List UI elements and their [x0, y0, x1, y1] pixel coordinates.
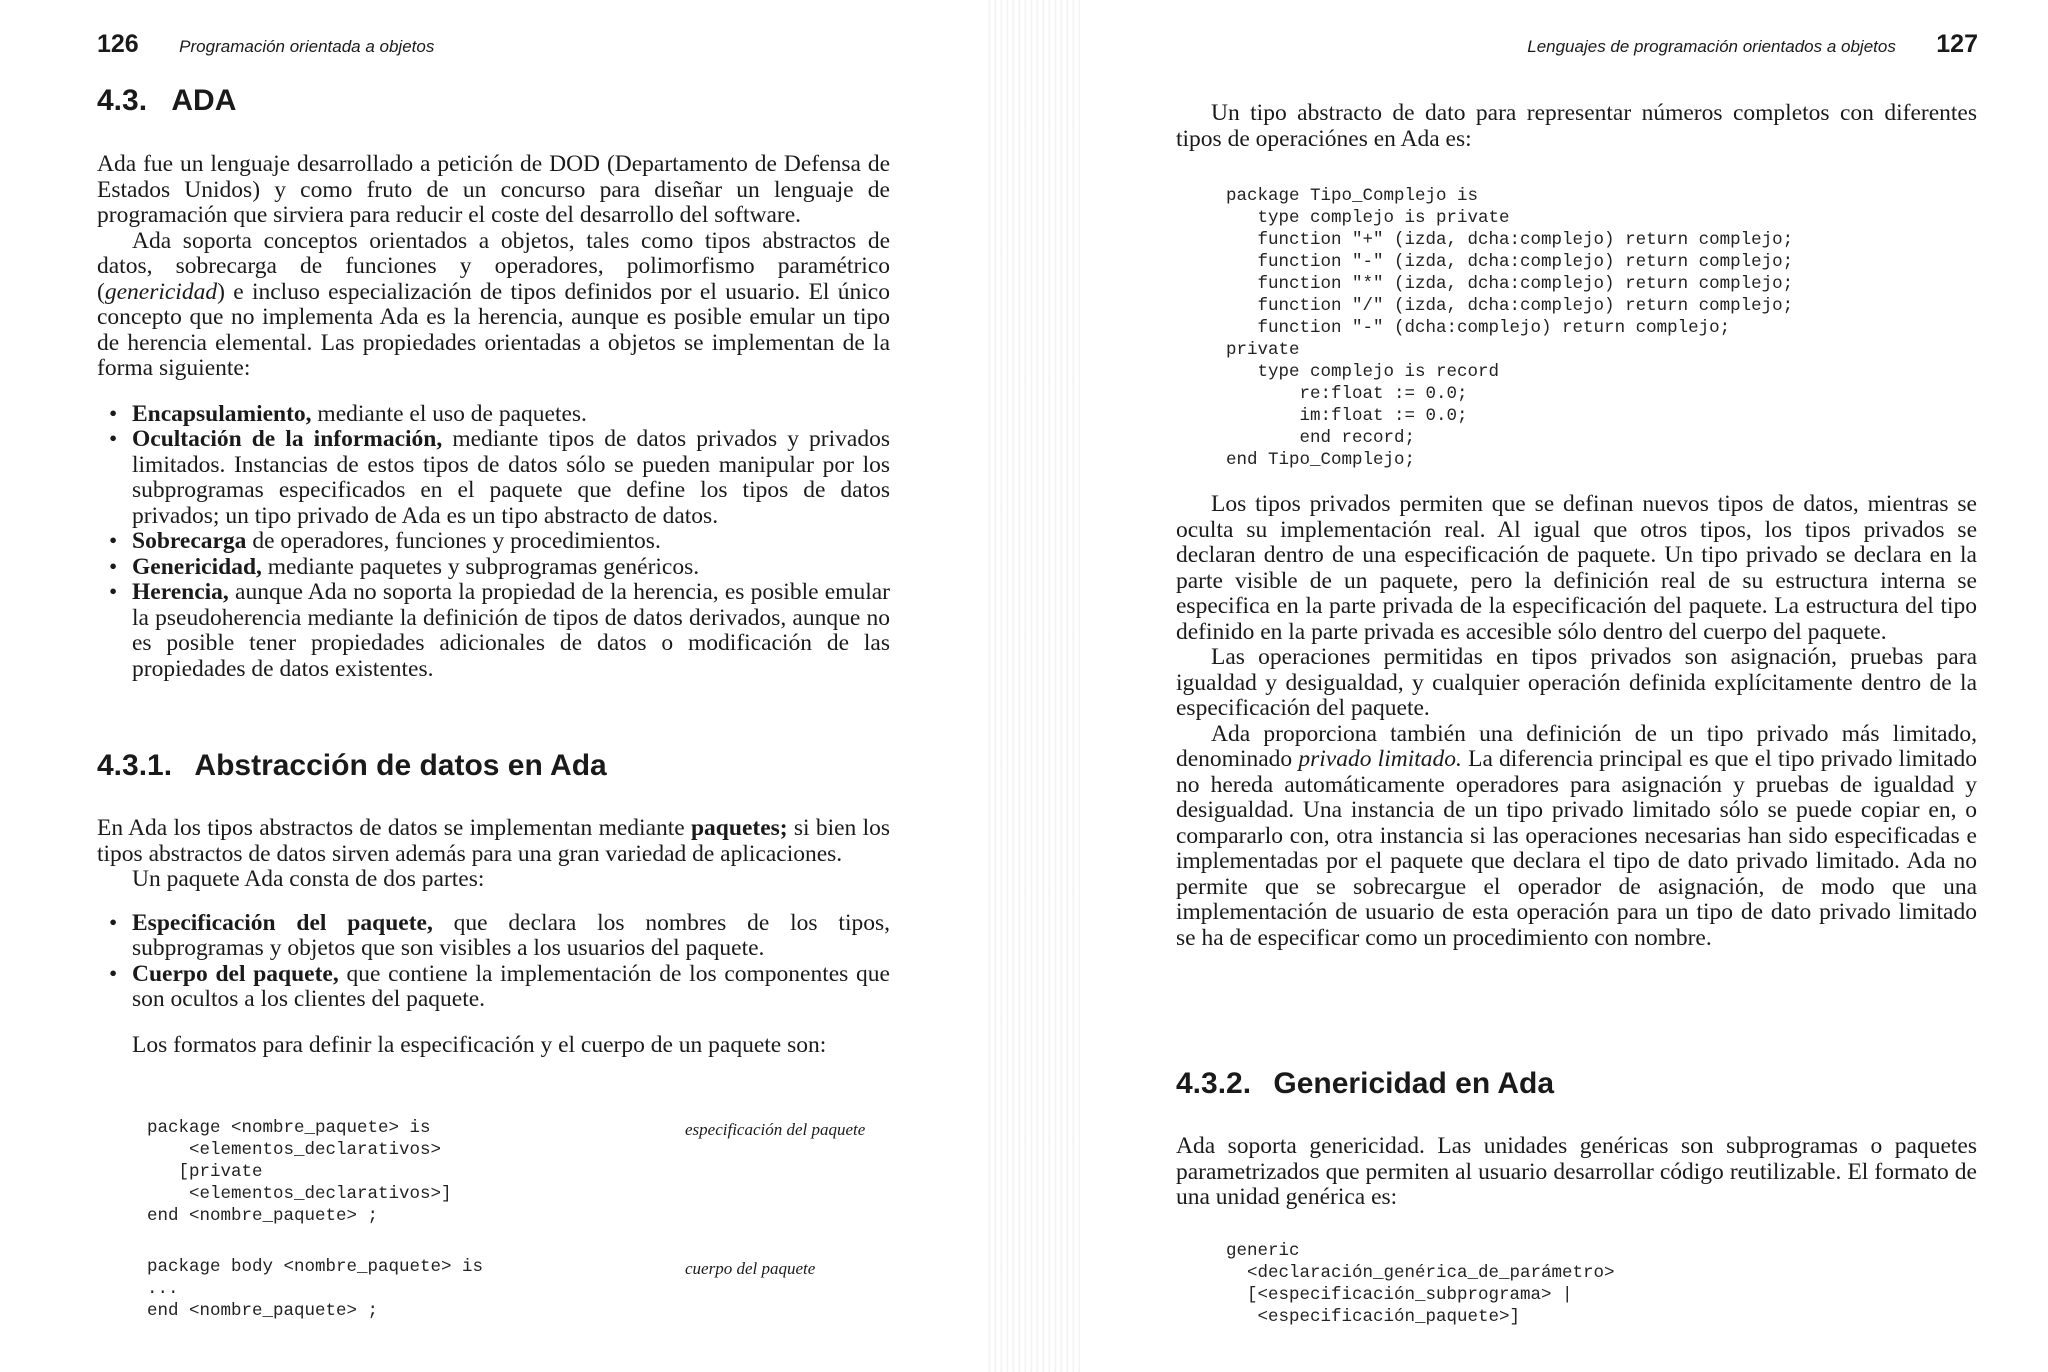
list-item-text: que contiene la implementación de los componentes que son ocultos a los clientes del paquete.: [132, 960, 890, 1012]
list-item-text: que declara los nombres de los tipos, subprogramas y objetos que son visibles a los usuarios del paquete.: [132, 909, 890, 961]
left-running-head-title: Programación orientada a objetos: [179, 37, 435, 56]
margin-note-spec: especificación del paquete: [685, 1120, 866, 1139]
list-item-term: Genericidad,: [132, 553, 262, 580]
paragraph: [97, 229, 890, 382]
margin-note-body: cuerpo del paquete: [685, 1259, 816, 1278]
list-item: • Especificación del paquete, que declara los nombres de los tipos, subprogramas y objetos que son visibles a los usuarios del paquete.: [109, 909, 890, 961]
code-line: package Tipo_Complejo is: [1226, 186, 1479, 206]
private-types-block: [1176, 492, 1977, 951]
text-run: En Ada los tipos abstractos de datos se implementan mediante: [97, 815, 691, 841]
package-parts-list: [97, 911, 890, 1013]
code-line: end Tipo_Complejo;: [1226, 450, 1416, 470]
list-item-term: Herencia,: [132, 579, 229, 605]
code-line: [<especificación_subprograma> |: [1226, 1285, 1573, 1305]
left-page-number: 126: [97, 30, 139, 58]
paragraph: Ada fue un lenguaje desarrollado a petición de DOD (Departamento de Defensa de Estados Unidos) y como fruto de un concurso para diseñar un lenguaje de programación que sirviera para reducir el coste del desarrollo del software.: [97, 151, 890, 228]
right-running-head-title: Lenguajes de programación orientados a objetos: [1527, 37, 1896, 56]
list-item-term: Cuerpo del paquete,: [132, 960, 339, 987]
text-run: Ada proporciona también una definición de un tipo privado más limitado, denominado: [1176, 720, 1977, 772]
code-block-body: [147, 1256, 483, 1322]
feature-list: [97, 402, 890, 683]
section-number: 4.3.2.: [1176, 1067, 1252, 1100]
list-item: • Ocultación de la información, mediante tipos de datos privados y privados limitados. Instancias de estos tipos de datos sólo se pueden manipular por los subprogramas especificados en el paquete que define los tipos de datos privados; un tipo privado de Ada es un tipo abstracto de datos.: [109, 426, 890, 529]
list-item-text: aunque Ada no soporta la propiedad de la herencia, es posible emular la pseudoherencia mediante la definición de tipos de datos derivados, aunque no es posible tener propiedades adicionales de datos o modificación de las propiedades de datos existentes.: [132, 579, 890, 682]
list-item: • Sobrecarga de operadores, funciones y procedimientos.: [109, 528, 661, 554]
list-item-text: de operadores, funciones y procedimientos.: [246, 528, 661, 554]
paragraph: Los formatos para definir la especificación y el cuerpo de un paquete son:: [132, 1031, 827, 1058]
abstraction-block: [97, 816, 890, 1058]
code-line: <especificación_paquete>]: [1226, 1307, 1521, 1327]
list-item: • Encapsulamiento, mediante el uso de paquetes.: [109, 400, 587, 427]
text-run: si bien los tipos abstractos de datos sirven además para una gran variedad de aplicaciones.: [97, 815, 890, 867]
code-line: generic: [1226, 1241, 1300, 1261]
code-line: type complejo is private: [1226, 208, 1510, 228]
italic-term: privado limitado.: [1298, 746, 1462, 772]
code-line: type complejo is record: [1226, 362, 1500, 382]
list-item: • Cuerpo del paquete, que contiene la implementación de los componentes que son ocultos a los clientes del paquete.: [109, 960, 890, 1012]
code-line: private: [1226, 340, 1300, 360]
paragraph: [97, 816, 890, 867]
bold-term: paquetes;: [690, 815, 788, 841]
code-block-spec: [147, 1117, 452, 1227]
italic-term: genericidad: [104, 278, 218, 305]
code-line: end <nombre_paquete> ;: [147, 1206, 379, 1226]
genericity-block: [1176, 1134, 1977, 1211]
code-block-complejo: [1226, 185, 1793, 471]
code-line: re:float := 0.0;: [1226, 384, 1468, 404]
list-item: • Genericidad, mediante paquetes y subprogramas genéricos.: [109, 553, 700, 580]
list-item-term: Sobrecarga: [132, 528, 247, 554]
complex-type-intro: [1176, 101, 1977, 152]
code-line: package body <nombre_paquete> is: [147, 1257, 484, 1277]
section-heading-4-3: [97, 84, 236, 118]
right-page: [1028, 0, 2048, 1372]
section-title: Genericidad en Ada: [1273, 1067, 1555, 1100]
paragraph: Un tipo abstracto de dato para representar números completos con diferentes tipos de operaciónes en Ada es:: [1176, 100, 1977, 152]
code-line: function "+" (izda, dcha:complejo) return complejo;: [1226, 230, 1794, 250]
section-heading-4-3-2: [1176, 1067, 1554, 1101]
list-item-term: Ocultación de la información,: [132, 426, 443, 452]
code-line: <declaración_genérica_de_parámetro>: [1226, 1263, 1615, 1283]
paragraph: Las operaciones permitidas en tipos privados son asignación, pruebas para igualdad y desigualdad, y cualquier operación definida explícitamente dentro de la especificación del paquete.: [1176, 644, 1977, 721]
intro-block: [97, 152, 890, 682]
code-line: <elementos_declarativos>: [147, 1140, 442, 1160]
text-run: La diferencia principal es que el tipo privado limitado no hereda automáticamente operadores para asignación y pruebas de igualdad y desigualdad. Una instancia de un tipo privado limitado sólo se puede copiar en, o compararlo con, otra instancia si las operaciones necesarias han sido especificadas e implementadas por el paquete que declara el tipo de dato privado limitado. Ada no permite que se sobrecargue el operador de asignación, de modo que una implementación de usuario de esta operación para un tipo de dato privado limitado se ha de especificar como un procedimiento con nombre.: [1176, 746, 1978, 951]
code-line: [private: [147, 1162, 263, 1182]
paragraph: Un paquete Ada consta de dos partes:: [132, 866, 485, 892]
code-line: end record;: [1226, 428, 1416, 448]
list-item-text: mediante paquetes y subprogramas genéricos.: [261, 553, 700, 580]
list-item: • Herencia, aunque Ada no soporta la propiedad de la herencia, es posible emular la pseudoherencia mediante la definición de tipos de datos derivados, aunque no es posible tener propiedades adicionales de datos o modificación de las propiedades de datos existentes.: [109, 579, 890, 682]
code-line: package <nombre_paquete> is: [147, 1118, 431, 1138]
left-page: [0, 0, 1020, 1372]
section-title: ADA: [171, 84, 237, 117]
section-number: 4.3.1.: [97, 749, 173, 782]
paragraph: Los tipos privados permiten que se definan nuevos tipos de datos, mientras se oculta su implementación real. Al igual que otros tipos, los tipos privados se declaran dentro de una especificación de paquete. Un tipo privado se declara en la parte visible de un paquete, pero la definición real de su estructura interna se especifica en la parte privada de la especificación del paquete. La estructura del tipo definido en la parte privada es accesible sólo dentro del cuerpo del paquete.: [1176, 491, 1977, 645]
right-page-number: 127: [1936, 30, 1978, 58]
code-line: ...: [147, 1279, 179, 1299]
code-line: function "*" (izda, dcha:complejo) return complejo;: [1226, 274, 1794, 294]
code-line: function "-" (izda, dcha:complejo) return complejo;: [1226, 252, 1794, 272]
right-running-header: [1527, 30, 1978, 59]
section-title: Abstracción de datos en Ada: [194, 749, 607, 782]
code-line: im:float := 0.0;: [1226, 406, 1468, 426]
list-item-text: mediante tipos de datos privados y privados limitados. Instancias de estos tipos de datos sólo se pueden manipular por los subprogramas especificados en el paquete que define los tipos de datos privados; un tipo privado de Ada es un tipo abstracto de datos.: [132, 426, 890, 529]
list-item-term: Encapsulamiento,: [132, 400, 312, 427]
section-heading-4-3-1: [97, 749, 607, 783]
section-number: 4.3.: [97, 84, 148, 117]
paragraph: Ada soporta genericidad. Las unidades genéricas son subprogramas o paquetes parametrizados que permiten al usuario desarrollar código reutilizable. El formato de una unidad genérica es:: [1176, 1133, 1977, 1210]
left-running-header: [97, 30, 434, 59]
code-line: end <nombre_paquete> ;: [147, 1301, 379, 1321]
list-item-term: Especificación del paquete,: [132, 909, 433, 936]
code-line: function "-" (dcha:complejo) return complejo;: [1226, 318, 1731, 338]
code-line: function "/" (izda, dcha:complejo) return complejo;: [1226, 296, 1794, 316]
code-block-generic: [1226, 1240, 1615, 1328]
code-line: <elementos_declarativos>]: [147, 1184, 452, 1204]
paragraph: [1176, 722, 1977, 952]
text-run: Ada soporta conceptos orientados a objetos, tales como tipos abstractos de datos, sobrecarga de funciones y operadores, polimorfismo paramétrico (: [97, 227, 890, 305]
list-item-text: mediante el uso de paquetes.: [311, 400, 587, 427]
text-run: ) e incluso especialización de tipos definidos por el usuario. El único concepto que no implementa Ada es la herencia, aunque es posible emular un tipo de herencia elemental. Las propiedades orientadas a objetos se implementan de la forma siguiente:: [97, 278, 890, 381]
